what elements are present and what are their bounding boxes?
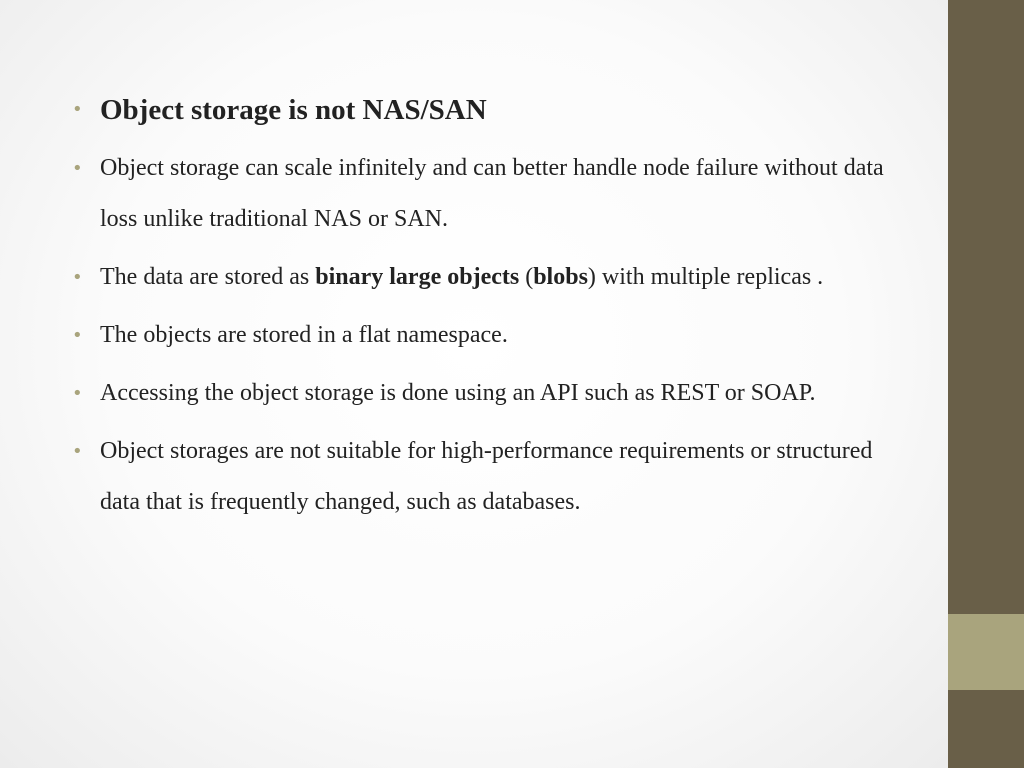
bullet-item-limitations — [72, 426, 912, 528]
bullet-text-after: ) with multiple replicas . — [587, 264, 824, 290]
bullet-item-heading — [72, 86, 912, 134]
bullet-dot-icon: • — [72, 158, 83, 179]
bullet-text-before: The data are stored as — [100, 264, 316, 290]
bullet-bold-term: binary large objects — [315, 264, 520, 290]
bullet-heading-text: Object storage is not NAS/SAN — [100, 94, 487, 126]
bullet-dot-icon: • — [72, 325, 83, 346]
bullet-bold-term: blobs — [533, 264, 588, 290]
bullet-text: Object storage can scale infinitely and can better handle node failure without data loss unlike traditional NAS or SAN. — [100, 155, 884, 232]
bullet-text: Object storages are not suitable for high-performance requirements or structured data that is frequently changed, such as databases. — [100, 438, 873, 515]
decorative-accent-block — [948, 614, 1024, 690]
bullet-item-api — [72, 368, 912, 419]
bullet-text-middle: ( — [519, 264, 534, 290]
bullet-item-scaling — [72, 143, 912, 245]
bullet-item-namespace — [72, 310, 912, 361]
bullet-item-blobs — [72, 252, 912, 303]
bullet-dot-icon: • — [72, 267, 83, 288]
bullet-list — [72, 86, 912, 535]
bullet-text: The objects are stored in a flat namespace. — [100, 322, 508, 348]
bullet-text: Accessing the object storage is done using an API such as REST or SOAP. — [100, 380, 816, 406]
bullet-dot-icon: • — [72, 99, 83, 120]
bullet-dot-icon: • — [72, 441, 83, 462]
bullet-dot-icon: • — [72, 383, 83, 404]
